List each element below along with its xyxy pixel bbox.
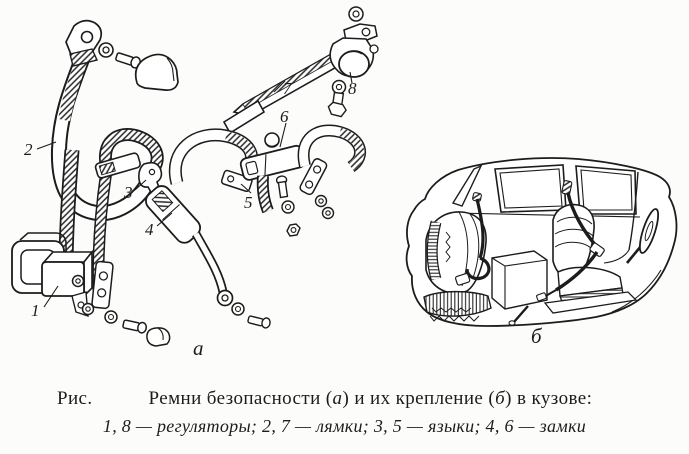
cover-cap	[136, 54, 178, 90]
strap-7-loop	[304, 130, 361, 167]
buckle-4	[142, 182, 232, 305]
car-body-diagram	[407, 158, 677, 326]
callout-5: 5	[244, 193, 253, 212]
buckle-6-hardware	[276, 175, 300, 236]
lower-cover-cap	[147, 328, 170, 346]
link-plates	[299, 157, 334, 218]
caption-panel-a-ref: а	[332, 388, 343, 409]
caption-text-part: ) в кузове:	[505, 388, 593, 409]
caption-text-part: ) и их крепление (	[342, 388, 496, 409]
upper-anchor-plate	[66, 21, 101, 66]
panel-a-letter: а	[193, 336, 204, 360]
callout-6: 6	[280, 107, 289, 126]
callout-7: 7	[283, 79, 292, 98]
caption-text-part: Ремни безопасности (	[148, 388, 333, 409]
caption-figure-prefix: Рис.	[57, 388, 93, 409]
callout-3: 3	[124, 183, 133, 202]
buckle-4-washer	[232, 303, 244, 315]
lower-bolt-icon	[122, 319, 147, 334]
callout-2: 2	[24, 140, 33, 159]
rear-window	[495, 165, 566, 212]
caption-legend: 1, 8 — регуляторы; 2, 7 — лямки; 3, 5 — языки; 4, 6 — замки	[102, 416, 587, 436]
regulator-1	[12, 233, 92, 316]
upper-washer-icon	[99, 43, 113, 57]
strap-into-regulator	[66, 150, 72, 268]
callout-1: 1	[31, 301, 40, 320]
panel-b-letter: б	[531, 324, 542, 348]
callout-4: 4	[145, 220, 154, 239]
caption-line1	[57, 388, 592, 410]
callout-8: 8	[348, 79, 357, 98]
caption-panel-b-ref: б	[495, 388, 506, 409]
buckle-4-bolt-icon	[247, 314, 271, 329]
regulator-8	[327, 7, 378, 117]
